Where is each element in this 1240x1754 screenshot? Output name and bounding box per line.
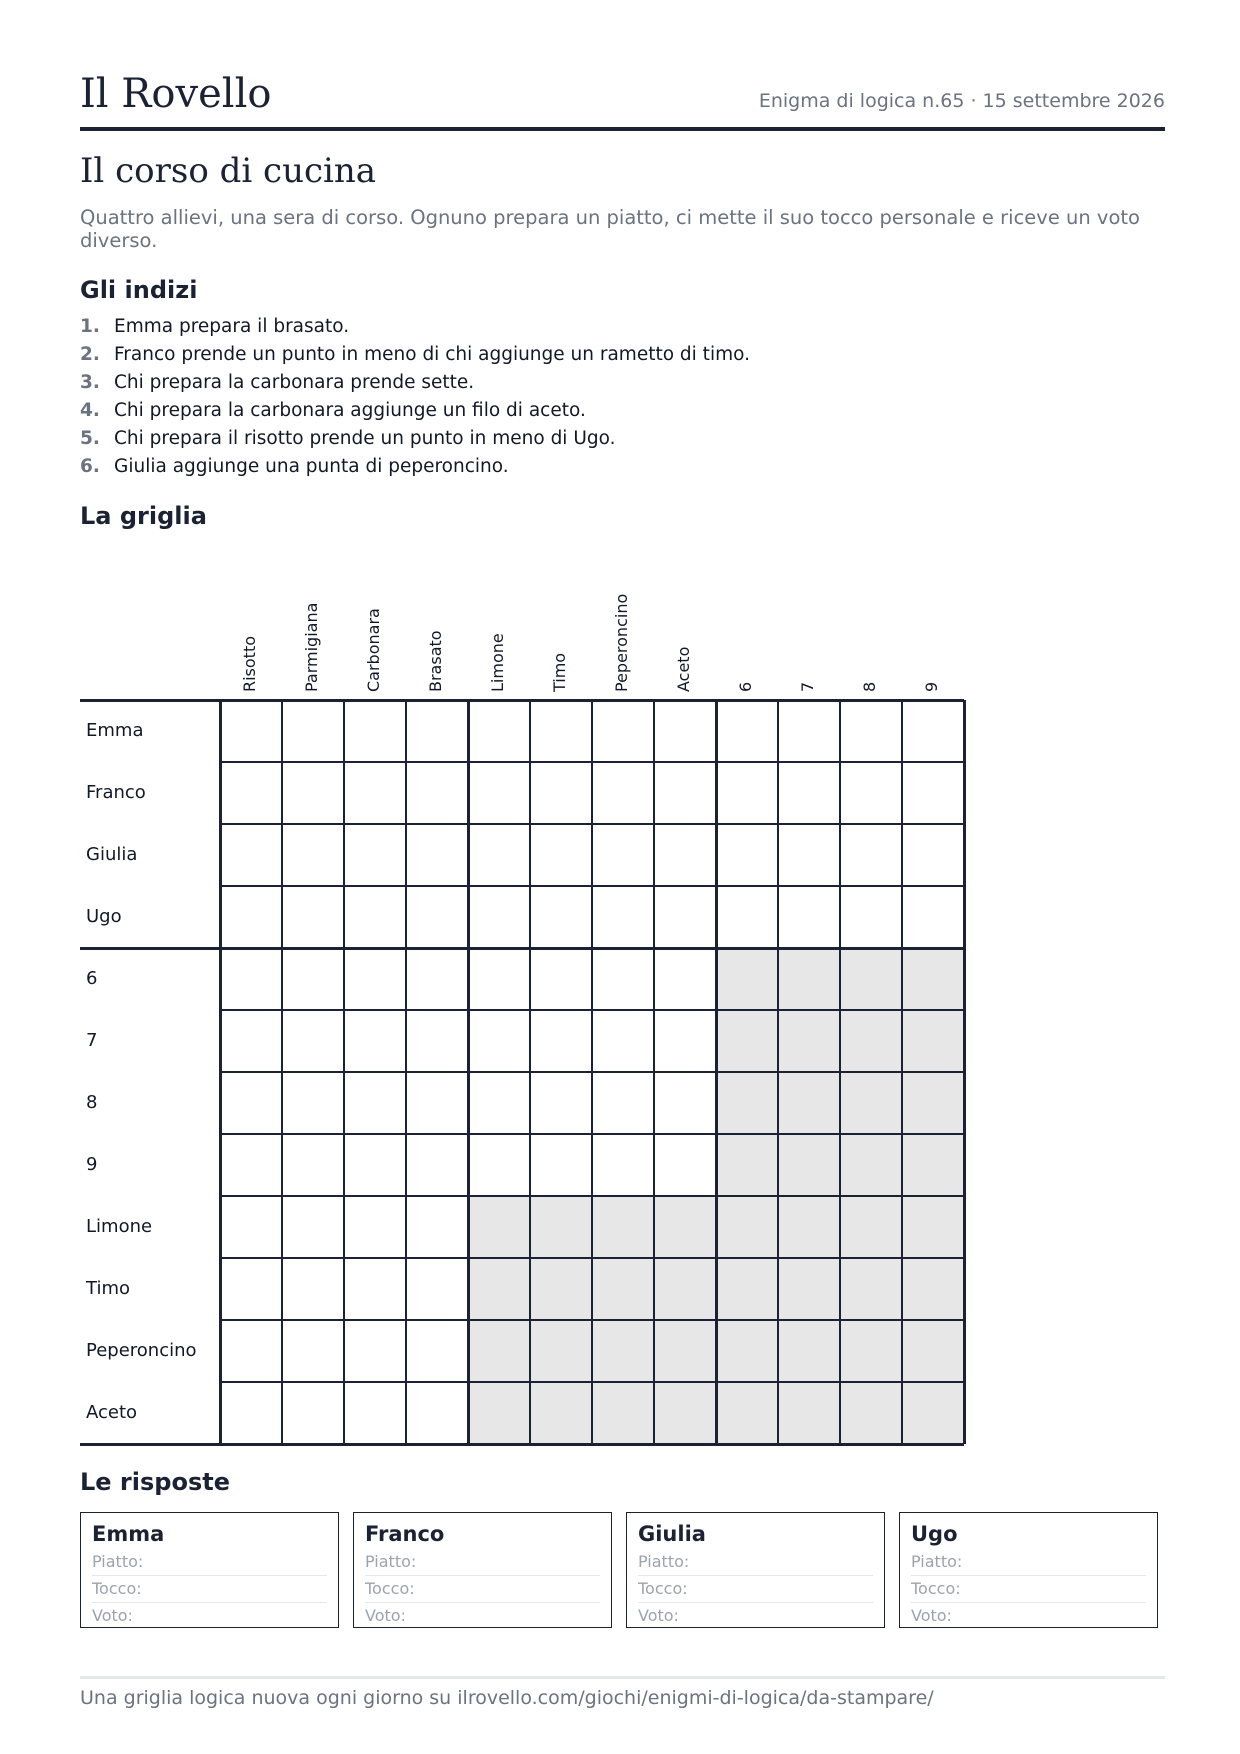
clue-text: Chi prepara la carbonara aggiunge un filo di aceto. xyxy=(114,400,586,421)
grid-cell[interactable] xyxy=(406,886,468,948)
grid-cell[interactable] xyxy=(406,1320,468,1382)
grid-cell-disabled xyxy=(902,948,964,1010)
grid-cell[interactable] xyxy=(406,1134,468,1196)
grid-cell[interactable] xyxy=(654,948,716,1010)
grid-column-header xyxy=(541,560,581,700)
grid-column-header xyxy=(417,560,457,700)
grid-cell-disabled xyxy=(840,948,902,1010)
grid-cell-disabled xyxy=(902,1258,964,1320)
answer-field[interactable]: Piatto: xyxy=(92,1549,327,1576)
grid-row-label: 6 xyxy=(86,968,98,989)
grid-cell[interactable] xyxy=(282,948,344,1010)
grid-cell-disabled xyxy=(778,1072,840,1134)
grid-cell[interactable] xyxy=(592,1010,654,1072)
grid-cell-disabled xyxy=(716,1072,778,1134)
grid-cell[interactable] xyxy=(716,886,778,948)
grid-cell[interactable] xyxy=(530,1134,592,1196)
grid-column-header xyxy=(603,560,643,700)
grid-column-header xyxy=(727,560,767,700)
grid-cell[interactable] xyxy=(592,1134,654,1196)
grid-cell[interactable] xyxy=(592,1072,654,1134)
footer-rule xyxy=(80,1676,1165,1679)
grid-cell[interactable] xyxy=(282,1196,344,1258)
clue-number: 4. xyxy=(80,400,100,421)
grid-cell-disabled xyxy=(778,1196,840,1258)
grid-cell[interactable] xyxy=(716,762,778,824)
clue-item xyxy=(80,313,750,341)
grid-cell[interactable] xyxy=(654,700,716,762)
grid-cell[interactable] xyxy=(282,1072,344,1134)
grid-cell[interactable] xyxy=(344,1320,406,1382)
grid-cell-disabled xyxy=(530,1320,592,1382)
grid-cell-disabled xyxy=(716,1258,778,1320)
grid-cell[interactable] xyxy=(902,762,964,824)
grid-row-label: 7 xyxy=(86,1030,98,1051)
grid-cell-disabled xyxy=(654,1196,716,1258)
answer-card xyxy=(626,1512,885,1628)
grid-cell[interactable] xyxy=(220,700,282,762)
answer-field[interactable]: Piatto: xyxy=(911,1549,1146,1576)
grid-cell[interactable] xyxy=(468,700,530,762)
grid-cell-disabled xyxy=(468,1320,530,1382)
answer-card-name: Giulia xyxy=(638,1522,706,1546)
grid-cell-disabled xyxy=(468,1196,530,1258)
grid-column-label: Limone xyxy=(488,633,507,692)
clue-number: 1. xyxy=(80,316,100,337)
grid-column-label: 9 xyxy=(922,681,941,692)
grid-row-label: Franco xyxy=(86,782,146,803)
answer-field[interactable]: Voto: xyxy=(638,1606,679,1625)
puzzle-title: Il corso di cucina xyxy=(80,151,377,191)
grid-cell-disabled xyxy=(468,1258,530,1320)
answer-card-name: Emma xyxy=(92,1522,165,1546)
grid-cell[interactable] xyxy=(592,948,654,1010)
grid-cell-disabled xyxy=(592,1320,654,1382)
grid-cell-disabled xyxy=(530,1258,592,1320)
clue-text: Franco prende un punto in meno di chi aggiunge un rametto di timo. xyxy=(114,344,750,365)
grid-cell-disabled xyxy=(592,1382,654,1444)
grid-cell[interactable] xyxy=(220,886,282,948)
grid-cell-disabled xyxy=(654,1258,716,1320)
grid-cell[interactable] xyxy=(220,762,282,824)
grid-cell[interactable] xyxy=(902,700,964,762)
answers-heading: Le risposte xyxy=(80,1468,230,1496)
grid-cell[interactable] xyxy=(282,1320,344,1382)
grid-left-border xyxy=(219,700,222,1444)
grid-cell[interactable] xyxy=(530,824,592,886)
clue-number: 3. xyxy=(80,372,100,393)
answer-field[interactable]: Tocco: xyxy=(365,1576,600,1603)
grid-cell[interactable] xyxy=(344,700,406,762)
grid-heading: La griglia xyxy=(80,502,207,530)
grid-column-label: 7 xyxy=(798,681,817,692)
answer-card xyxy=(353,1512,612,1628)
grid-cell[interactable] xyxy=(592,700,654,762)
clue-text: Emma prepara il brasato. xyxy=(114,316,350,337)
grid-row-label: Ugo xyxy=(86,906,122,927)
grid-row-label: Peperoncino xyxy=(86,1340,197,1361)
grid-cell[interactable] xyxy=(778,886,840,948)
grid-cell-disabled xyxy=(654,1382,716,1444)
grid-cell[interactable] xyxy=(716,824,778,886)
grid-cell[interactable] xyxy=(530,1010,592,1072)
clue-item xyxy=(80,425,750,453)
answer-card-name: Ugo xyxy=(911,1522,958,1546)
answer-field[interactable]: Voto: xyxy=(365,1606,406,1625)
grid-column-label: Peperoncino xyxy=(612,593,631,692)
grid-cell-disabled xyxy=(778,1320,840,1382)
grid-cell-disabled xyxy=(716,1134,778,1196)
grid-cell[interactable] xyxy=(282,1258,344,1320)
answer-field[interactable]: Tocco: xyxy=(911,1576,1146,1603)
grid-cell[interactable] xyxy=(468,886,530,948)
grid-cell-disabled xyxy=(716,948,778,1010)
grid-column-header xyxy=(293,560,333,700)
grid-bottom-border xyxy=(80,1443,964,1446)
grid-cell-disabled xyxy=(778,1134,840,1196)
grid-cell-disabled xyxy=(840,1320,902,1382)
grid-block-divider xyxy=(467,700,470,1444)
grid-top-border xyxy=(80,699,964,702)
answer-field[interactable]: Tocco: xyxy=(638,1576,873,1603)
clue-text: Chi prepara la carbonara prende sette. xyxy=(114,372,475,393)
grid-cell-disabled xyxy=(654,1320,716,1382)
grid-cell-disabled xyxy=(840,1010,902,1072)
grid-cell[interactable] xyxy=(344,1258,406,1320)
grid-column-header xyxy=(355,560,395,700)
grid-cell-disabled xyxy=(840,1258,902,1320)
grid-cell[interactable] xyxy=(406,700,468,762)
grid-cell[interactable] xyxy=(840,824,902,886)
grid-cell[interactable] xyxy=(344,1072,406,1134)
grid-cell[interactable] xyxy=(220,1258,282,1320)
grid-cell-disabled xyxy=(840,1196,902,1258)
grid-cell-disabled xyxy=(902,1072,964,1134)
answer-card-name: Franco xyxy=(365,1522,445,1546)
grid-cell[interactable] xyxy=(902,824,964,886)
footer-note: Una griglia logica nuova ogni giorno su ilrovello.com/giochi/enigmi-di-logica/da-stampare/ xyxy=(80,1687,934,1709)
grid-right-border xyxy=(963,700,966,1444)
grid-cell[interactable] xyxy=(654,1010,716,1072)
answer-field[interactable]: Voto: xyxy=(92,1606,133,1625)
masthead-rule xyxy=(80,127,1165,131)
grid-cell[interactable] xyxy=(654,824,716,886)
grid-cell[interactable] xyxy=(840,762,902,824)
brand-title: Il Rovello xyxy=(80,71,272,117)
grid-cell-disabled xyxy=(716,1196,778,1258)
clue-number: 2. xyxy=(80,344,100,365)
answer-field[interactable]: Piatto: xyxy=(365,1549,600,1576)
grid-cell-disabled xyxy=(716,1320,778,1382)
clue-list xyxy=(80,313,750,481)
grid-cell[interactable] xyxy=(282,824,344,886)
grid-cell[interactable] xyxy=(530,948,592,1010)
grid-cell[interactable] xyxy=(220,824,282,886)
grid-cell[interactable] xyxy=(840,886,902,948)
puzzle-intro: Quattro allievi, una sera di corso. Ognuno prepara un piatto, ci mette il suo tocco personale e riceve un voto diverso. xyxy=(80,206,1140,252)
grid-cell-disabled xyxy=(778,948,840,1010)
grid-cell[interactable] xyxy=(654,1134,716,1196)
grid-cell[interactable] xyxy=(406,1382,468,1444)
grid-cell[interactable] xyxy=(406,1258,468,1320)
grid-block-divider xyxy=(80,947,964,950)
grid-cell[interactable] xyxy=(654,886,716,948)
grid-cell[interactable] xyxy=(530,762,592,824)
grid-column-label: Risotto xyxy=(240,635,259,692)
grid-cell-disabled xyxy=(716,1010,778,1072)
answer-field[interactable]: Tocco: xyxy=(92,1576,327,1603)
clues-heading: Gli indizi xyxy=(80,276,198,304)
grid-row-label: Emma xyxy=(86,720,144,741)
grid-column-label: Carbonara xyxy=(364,608,383,692)
grid-row-label: 8 xyxy=(86,1092,98,1113)
grid-cell[interactable] xyxy=(220,1320,282,1382)
grid-cell-disabled xyxy=(902,1134,964,1196)
grid-cell-disabled xyxy=(778,1258,840,1320)
grid-cell-disabled xyxy=(902,1382,964,1444)
grid-column-label: Timo xyxy=(550,652,569,692)
grid-cell[interactable] xyxy=(406,1010,468,1072)
grid-column-label: 6 xyxy=(736,681,755,692)
grid-cell[interactable] xyxy=(282,700,344,762)
grid-cell-disabled xyxy=(902,1196,964,1258)
grid-cell-disabled xyxy=(778,1010,840,1072)
grid-cell[interactable] xyxy=(344,824,406,886)
grid-cell-disabled xyxy=(902,1010,964,1072)
grid-cell[interactable] xyxy=(282,762,344,824)
clue-item xyxy=(80,453,750,481)
grid-cell[interactable] xyxy=(592,824,654,886)
grid-cell[interactable] xyxy=(406,1196,468,1258)
grid-cell-disabled xyxy=(530,1382,592,1444)
grid-cell[interactable] xyxy=(902,886,964,948)
clue-text: Giulia aggiunge una punta di peperoncino. xyxy=(114,456,509,477)
grid-row-label: Timo xyxy=(86,1278,130,1299)
grid-cell-disabled xyxy=(840,1134,902,1196)
grid-cell[interactable] xyxy=(840,700,902,762)
answer-field[interactable]: Piatto: xyxy=(638,1549,873,1576)
grid-cell[interactable] xyxy=(406,948,468,1010)
grid-cell-disabled xyxy=(778,1382,840,1444)
grid-cell[interactable] xyxy=(530,1072,592,1134)
grid-cell[interactable] xyxy=(282,1134,344,1196)
grid-cell[interactable] xyxy=(406,762,468,824)
grid-cell-disabled xyxy=(592,1196,654,1258)
grid-cell[interactable] xyxy=(406,1072,468,1134)
grid-cell[interactable] xyxy=(530,886,592,948)
grid-cell[interactable] xyxy=(282,1010,344,1072)
grid-cell-disabled xyxy=(468,1382,530,1444)
answer-card xyxy=(899,1512,1158,1628)
grid-cell[interactable] xyxy=(344,1196,406,1258)
grid-cell-disabled xyxy=(530,1196,592,1258)
grid-row-label: Giulia xyxy=(86,844,138,865)
grid-column-header xyxy=(913,560,953,700)
grid-cell[interactable] xyxy=(344,948,406,1010)
clue-item xyxy=(80,369,750,397)
grid-cell[interactable] xyxy=(282,886,344,948)
grid-cell[interactable] xyxy=(468,762,530,824)
grid-cell[interactable] xyxy=(778,700,840,762)
grid-column-header xyxy=(789,560,829,700)
grid-cell[interactable] xyxy=(778,762,840,824)
clue-number: 5. xyxy=(80,428,100,449)
grid-cell[interactable] xyxy=(468,948,530,1010)
grid-column-label: Parmigiana xyxy=(302,602,321,692)
answer-card xyxy=(80,1512,339,1628)
grid-cell-disabled xyxy=(840,1382,902,1444)
grid-row-label: Limone xyxy=(86,1216,153,1237)
grid-cell[interactable] xyxy=(530,700,592,762)
grid-cell[interactable] xyxy=(282,1382,344,1444)
grid-cell[interactable] xyxy=(220,1134,282,1196)
grid-cell[interactable] xyxy=(220,1072,282,1134)
grid-cell-disabled xyxy=(840,1072,902,1134)
grid-cell[interactable] xyxy=(344,886,406,948)
grid-column-label: 8 xyxy=(860,681,879,692)
grid-cell[interactable] xyxy=(468,1134,530,1196)
grid-cell[interactable] xyxy=(344,1010,406,1072)
grid-cell[interactable] xyxy=(468,1010,530,1072)
masthead xyxy=(80,70,1165,130)
grid-cell[interactable] xyxy=(220,1010,282,1072)
clue-item xyxy=(80,341,750,369)
grid-column-header xyxy=(479,560,519,700)
issue-info: Enigma di logica n.65 · 15 settembre 2026 xyxy=(758,90,1165,112)
grid-cell[interactable] xyxy=(716,700,778,762)
clue-number: 6. xyxy=(80,456,100,477)
grid-cell-disabled xyxy=(592,1258,654,1320)
grid-column-label: Aceto xyxy=(674,646,693,692)
grid-cell-disabled xyxy=(902,1320,964,1382)
grid-cell[interactable] xyxy=(654,1072,716,1134)
clue-text: Chi prepara il risotto prende un punto in meno di Ugo. xyxy=(114,428,616,449)
logic-grid xyxy=(80,560,970,1460)
grid-cell[interactable] xyxy=(468,824,530,886)
grid-column-header xyxy=(231,560,271,700)
grid-column-label: Brasato xyxy=(426,630,445,692)
grid-cell[interactable] xyxy=(778,824,840,886)
clue-item xyxy=(80,397,750,425)
grid-cell[interactable] xyxy=(344,762,406,824)
grid-cell[interactable] xyxy=(592,762,654,824)
grid-cell[interactable] xyxy=(406,824,468,886)
grid-cell-disabled xyxy=(716,1382,778,1444)
answer-field[interactable]: Voto: xyxy=(911,1606,952,1625)
grid-cell[interactable] xyxy=(220,1382,282,1444)
grid-cell[interactable] xyxy=(344,1134,406,1196)
grid-cell[interactable] xyxy=(468,1072,530,1134)
grid-row-label: Aceto xyxy=(86,1402,138,1423)
grid-cell[interactable] xyxy=(220,948,282,1010)
grid-block-divider xyxy=(715,700,718,1444)
grid-column-header xyxy=(665,560,705,700)
grid-cell[interactable] xyxy=(654,762,716,824)
grid-column-header xyxy=(851,560,891,700)
grid-cell[interactable] xyxy=(344,1382,406,1444)
grid-row-label: 9 xyxy=(86,1154,98,1175)
grid-cell[interactable] xyxy=(220,1196,282,1258)
grid-cell[interactable] xyxy=(592,886,654,948)
